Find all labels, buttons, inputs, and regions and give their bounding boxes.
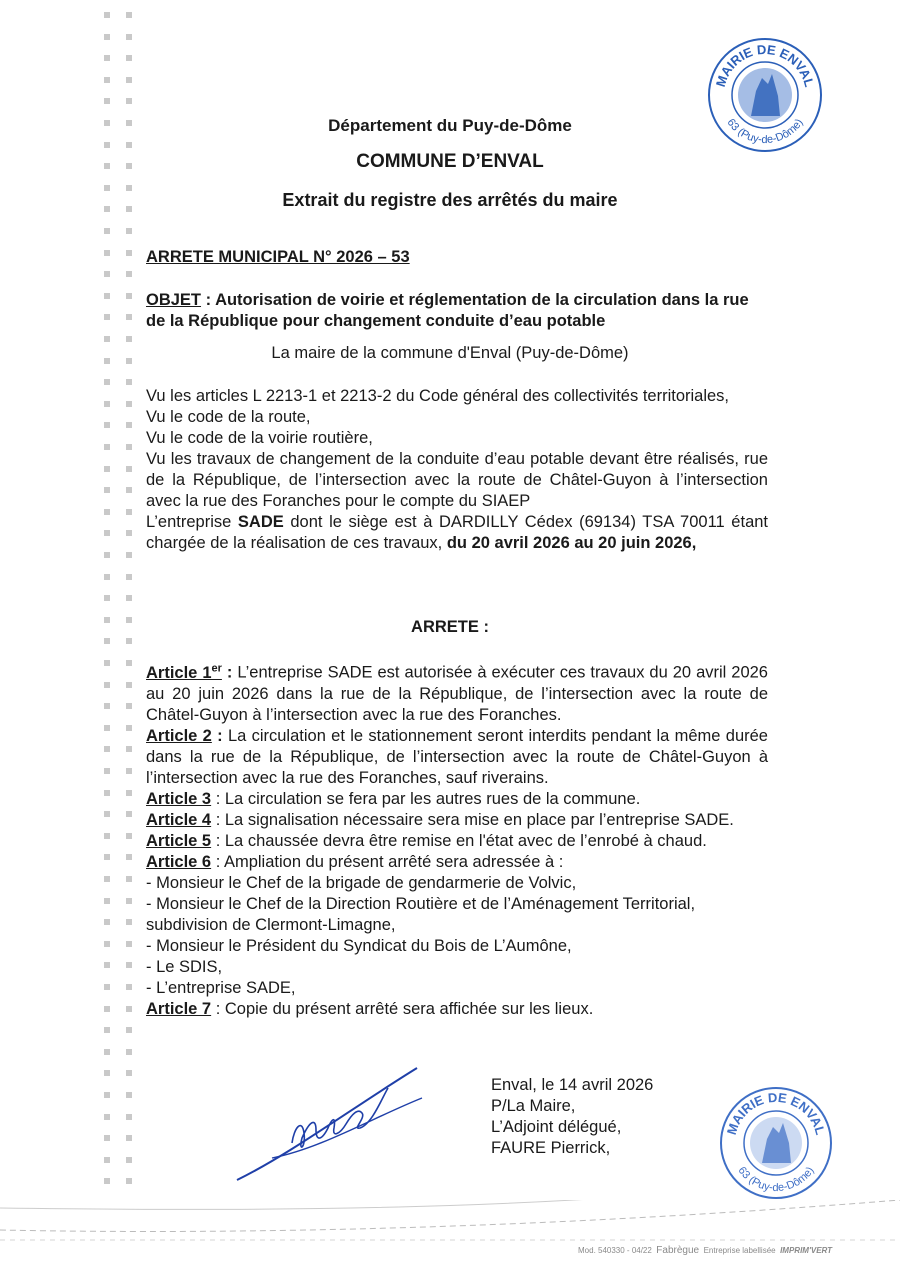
binder-mark [126,466,132,472]
binder-mark [104,314,110,320]
signature-block [491,1075,653,1159]
footer-label: Entreprise labellisée [703,1246,776,1255]
binder-mark [126,1135,132,1141]
stamp-top-text: MAIRIE DE ENVAL [723,1089,829,1137]
objet-paragraph [146,290,768,332]
article-text: L’entreprise SADE est autorisée à exécuter ces travaux du 20 avril 2026 au 20 juin 2026 dans la rue de la République, de l’intersection avec la route de Châtel-Guyon à l’intersection avec la rue des Foranches. [146,663,768,724]
department-heading: Département du Puy-de-Dôme [328,116,572,135]
arrete-title: ARRETE : [411,618,489,636]
footer-mod: Mod. 540330 - 04/22 [578,1246,652,1255]
binder-mark [104,509,110,515]
binder-mark [126,768,132,774]
recipient-item: - Monsieur le Chef de la Direction Routière et de l’Aménagement Territorial, subdivision de Clermont-Limagne, [146,894,696,934]
binder-mark [126,1049,132,1055]
commune-heading: COMMUNE D’ENVAL [356,151,544,172]
signature-pl: P/La Maire, [491,1097,576,1115]
article-text: : Copie du présent arrêté sera affichée sur les lieux. [211,999,594,1018]
mairie-stamp-bottom [718,1085,834,1201]
stamp-bottom-text: 63 (Puy-de-Dôme) [735,1164,817,1195]
binder-mark [126,142,132,148]
binder-mark [104,444,110,450]
article-4 [146,810,768,831]
binder-mark [104,1006,110,1012]
binder-mark [126,401,132,407]
binder-mark [104,811,110,817]
binder-mark [104,250,110,256]
binder-mark [104,1027,110,1033]
binder-mark [104,962,110,968]
binder-mark [104,466,110,472]
binder-mark [126,962,132,968]
binder-mark [104,1135,110,1141]
recipient-item: - Le SDIS, [146,957,223,976]
article-text: La circulation et le stationnement seront interdits pendant la même durée dans la rue de la République, de l’intersection avec la route de Châtel-Guyon à l’intersection avec la rue des Foranches, sauf riverains. [146,726,768,787]
binder-mark [126,293,132,299]
binder-mark [126,1157,132,1163]
binder-mark [126,682,132,688]
article-7 [146,999,768,1020]
binder-mark [104,55,110,61]
signature-place-date: Enval, le 14 avril 2026 [491,1076,654,1094]
binder-mark [104,401,110,407]
binder-mark [104,1092,110,1098]
binder-mark [104,336,110,342]
binder-mark [104,142,110,148]
article-label: Article 1er [146,662,222,682]
binder-mark [104,379,110,385]
binder-mark [126,509,132,515]
binder-mark [104,77,110,83]
binder-mark [126,876,132,882]
vu-line: Vu les travaux de changement de la conduite d’eau potable devant être réalisés, rue de la République, de l’intersection avec la route de Châtel-Guyon à l’intersection avec la rue des Foranches pour le compte du SIAEP [146,450,768,510]
vu-line: Vu le code de la route, [146,408,311,426]
binder-mark [104,574,110,580]
binder-mark [104,422,110,428]
footer-imprim: IMPRIM'VERT [780,1246,833,1255]
binder-mark [126,12,132,18]
binder-mark [126,98,132,104]
binder-mark [126,984,132,990]
binder-mark [126,34,132,40]
binder-mark [126,703,132,709]
vu-section [146,386,768,554]
binder-mark [126,1114,132,1120]
vu-text: dont le siège est à DARDILLY Cédex (69134) TSA 70011 étant chargée de la réalisation de ces travaux, [146,513,769,552]
mairie-stamp-top [706,36,824,154]
binder-mark [126,811,132,817]
binder-mark [126,919,132,925]
binder-mark [104,660,110,666]
article-label: Article 2 [146,726,212,745]
binder-mark [126,746,132,752]
binder-mark [104,790,110,796]
binder-mark [126,898,132,904]
binder-mark [126,250,132,256]
binder-mark [104,293,110,299]
binder-mark [126,487,132,493]
maire-line: La maire de la commune d'Enval (Puy-de-Dôme) [271,344,629,362]
stamp-top-text: MAIRIE DE ENVAL [712,41,818,89]
signature-role: L’Adjoint délégué, [491,1118,622,1136]
footer-decorative-lines [0,1200,900,1250]
binder-mark [126,1027,132,1033]
binder-mark [126,336,132,342]
objet-text: : Autorisation de voirie et réglementation de la circulation dans la rue de la République pour changement conduite d’eau potable [146,291,749,330]
binder-mark [104,638,110,644]
recipient-item: - L’entreprise SADE, [146,978,296,997]
footer-print-info [578,1245,832,1256]
binder-mark [126,1006,132,1012]
binder-mark [126,552,132,558]
article-5 [146,831,768,852]
binder-mark [104,898,110,904]
binder-mark [104,984,110,990]
arrete-number: ARRETE MUNICIPAL N° 2026 – 53 [146,248,410,266]
binder-mark [104,854,110,860]
binder-mark [104,1070,110,1076]
binder-mark [126,1178,132,1184]
binder-mark [104,703,110,709]
binder-mark [126,530,132,536]
binder-mark [126,55,132,61]
signature-name: FAURE Pierrick, [491,1139,611,1157]
article-label: Article 4 [146,810,212,829]
binder-mark [104,833,110,839]
binder-mark [126,1092,132,1098]
binder-mark [104,725,110,731]
vu-line: Vu le code de la voirie routière, [146,429,373,447]
binder-mark [104,746,110,752]
binder-mark [126,77,132,83]
article-text: : La circulation se fera par les autres rues de la commune. [211,789,641,808]
binder-mark [104,98,110,104]
binder-mark [104,271,110,277]
binder-mark [104,1114,110,1120]
binder-mark [126,379,132,385]
binder-mark [126,725,132,731]
binder-mark [126,941,132,947]
article-text: : La chaussée devra être remise en l'état avec de l’enrobé à chaud. [211,831,707,850]
binder-mark [104,1157,110,1163]
article-1: Article 1er : L’entreprise SADE est autorisée à exécuter ces travaux du 20 avril 2026 au 20 juin 2026 dans la rue de la République, de l’intersection avec la route de Châtel-Guyon à l’intersection avec la rue des Foranches. [146,662,768,724]
binder-mark [104,552,110,558]
vu-line: Vu les articles L 2213-1 et 2213-2 du Code général des collectivités territoriales, [146,387,730,405]
vu-company: SADE [237,513,284,531]
stamp-bottom-text: 63 (Puy-de-Dôme) [724,116,806,147]
article-2: Article 2 : La circulation et le stationnement seront interdits pendant la même durée dans la rue de la République, de l’intersection avec la route de Châtel-Guyon à l’intersection avec la rue des Foranches, sauf riverains. [146,726,768,787]
binder-mark [126,574,132,580]
binder-mark [104,595,110,601]
binder-mark [104,1178,110,1184]
binder-mark [104,941,110,947]
article-text: : Ampliation du présent arrêté sera adressée à : [211,852,564,871]
binder-mark [126,228,132,234]
binder-mark [104,768,110,774]
article-6 [146,852,768,873]
binder-mark [104,919,110,925]
article-label: Article 3 [146,789,212,808]
vu-dates: du 20 avril 2026 au 20 juin 2026, [446,534,697,552]
article-text: : La signalisation nécessaire sera mise en place par l’entreprise SADE. [211,810,734,829]
binder-mark [104,530,110,536]
binder-mark [126,660,132,666]
objet-label: OBJET [146,291,202,309]
binder-mark [104,682,110,688]
vu-line-entreprise [146,512,768,554]
binder-mark [126,422,132,428]
articles-section [146,658,768,1020]
binder-mark [126,314,132,320]
binder-mark [104,12,110,18]
article-3 [146,789,768,810]
binder-mark [126,854,132,860]
binder-mark [126,1070,132,1076]
binder-mark [104,487,110,493]
recipient-item: - Monsieur le Chef de la brigade de gendarmerie de Volvic, [146,873,577,892]
binder-mark [126,638,132,644]
binder-mark [126,595,132,601]
article-label: Article 5 [146,831,212,850]
article-label: Article 7 [146,999,212,1018]
binder-mark [126,271,132,277]
footer-brand: Fabrègue [656,1245,700,1256]
binder-mark [126,444,132,450]
article-label: Article 6 [146,852,212,871]
register-heading: Extrait du registre des arrêtés du maire [282,190,618,210]
binder-mark [126,790,132,796]
binder-mark [104,34,110,40]
recipient-item: - Monsieur le Président du Syndicat du Bois de L’Aumône, [146,936,572,955]
vu-text: L’entreprise [146,513,238,531]
binder-mark [126,833,132,839]
binder-mark [104,228,110,234]
binder-mark [104,1049,110,1055]
binder-mark [104,876,110,882]
handwritten-signature [232,1058,432,1188]
